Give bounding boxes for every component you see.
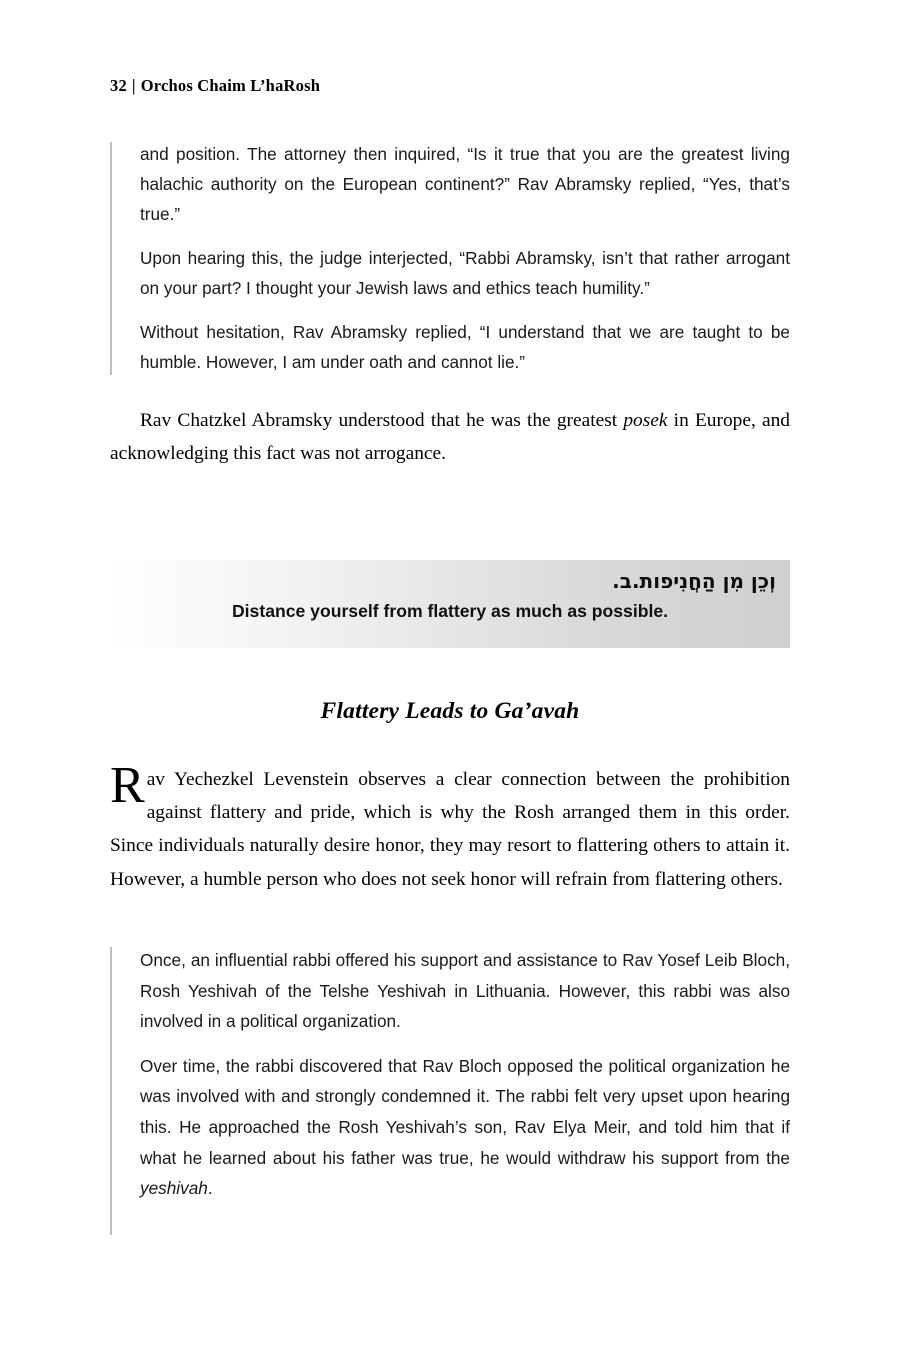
lower-story-italic-term: yeshivah bbox=[140, 1178, 208, 1199]
running-head-separator: | bbox=[131, 76, 136, 95]
main-paragraph bbox=[110, 757, 790, 896]
after-story-italic-term: posek bbox=[623, 410, 668, 432]
top-story-block bbox=[110, 140, 790, 377]
banner-item-marker: ב. bbox=[612, 569, 632, 593]
lower-story-text-after: . bbox=[207, 1178, 213, 1199]
story-paragraph: Once, an influential rabbi offered his support and assistance to Rav Yosef Leib Bloch, Rosh Yeshivah of the Telshe Yeshivah in Lithuania. However, this rabbi was also involved in a political organization. bbox=[140, 950, 790, 1032]
lower-story-text-before: Over time, the rabbi discovered that Rav Bloch opposed the political organization he was involved with and strongly condemned it. The rabbi felt very upset upon hearing this. He approached the Rosh Yeshivah’s son, Rav Elya Meir, and told him that if what he learned about his father was true, he would withdraw his support from the bbox=[140, 1055, 790, 1168]
after-story-text-before: Rav Chatzkel Abramsky understood that he was the greatest bbox=[140, 410, 624, 432]
main-paragraph-text: av Yechezkel Levenstein observes a clear connection between the prohibition against flattery and pride, which is why the Rosh arranged them in this order. Since individuals naturally desire honor, they may resort to flattering others to attain it. However, a humble person who does not seek honor will refrain from flattering others. bbox=[110, 769, 790, 890]
story-paragraph bbox=[140, 1051, 790, 1204]
after-story-paragraph bbox=[110, 405, 790, 471]
running-head bbox=[110, 76, 320, 96]
top-content bbox=[110, 140, 790, 471]
story-paragraph: and position. The attorney then inquired, “Is it true that you are the greatest living halachic authority on the European continent?” Rav Abramsky replied, “Yes, that’s true.” bbox=[140, 144, 790, 224]
spacer bbox=[110, 377, 790, 405]
hebrew-source-banner bbox=[110, 560, 790, 648]
section-heading: Flattery Leads to Ga’avah bbox=[320, 698, 580, 724]
banner-hebrew-text: וְכֵן מִן הַחֲנִיפות. bbox=[631, 569, 776, 593]
after-story-text-after: in Europe, and acknowledging this fact was not arrogance. bbox=[110, 410, 790, 465]
book-title: Orchos Chaim L’haRosh bbox=[140, 76, 321, 95]
lower-story-block bbox=[110, 945, 790, 1204]
story-paragraph: Upon hearing this, the judge interjected, “Rabbi Abramsky, isn’t that rather arrogant on your part? I thought your Jewish laws and ethics teach humility.” bbox=[140, 247, 790, 298]
banner-hebrew-line bbox=[110, 560, 790, 593]
lower-story-inner bbox=[110, 945, 790, 1204]
banner-translation: Distance yourself from flattery as much as possible. bbox=[231, 601, 669, 621]
drop-cap: R bbox=[110, 757, 145, 814]
story-paragraph: Without hesitation, Rav Abramsky replied, “I understand that we are taught to be humble. However, I am under oath and cannot lie.” bbox=[140, 321, 790, 372]
page-number: 32 bbox=[110, 76, 127, 95]
